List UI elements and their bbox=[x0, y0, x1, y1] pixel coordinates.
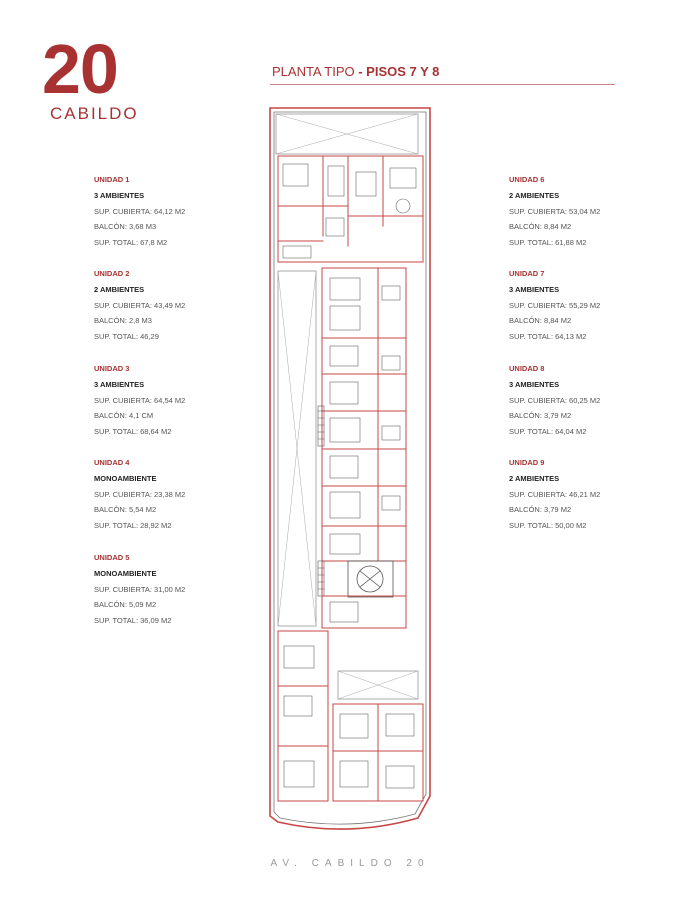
unit-total-area: SUP. TOTAL: 50,00 M2 bbox=[509, 521, 587, 531]
left-light-well-cross bbox=[278, 271, 316, 626]
unit-covered-area: SUP. CUBIERTA: 55,29 M2 bbox=[509, 300, 601, 310]
page-title bbox=[272, 64, 439, 79]
unit-card-6 bbox=[509, 172, 600, 251]
unit-total-area: SUP. TOTAL: 61,88 M2 bbox=[509, 238, 587, 248]
unit-total-area: SUP. TOTAL: 64,13 M2 bbox=[509, 332, 587, 342]
unit-name: UNIDAD 9 bbox=[509, 458, 545, 467]
unit-card-3 bbox=[94, 361, 185, 440]
unit-name: UNIDAD 8 bbox=[509, 364, 545, 373]
unit-balcony-area: BALCÓN: 4,1 CM bbox=[94, 411, 154, 421]
unit-5-plan bbox=[322, 596, 406, 628]
unit-total-area: SUP. TOTAL: 67,8 M2 bbox=[94, 238, 168, 248]
plan-inner-wall bbox=[274, 112, 426, 824]
unit-balcony-area: BALCÓN: 5,09 M2 bbox=[94, 600, 157, 610]
unit-covered-area: SUP. CUBIERTA: 46,21 M2 bbox=[509, 489, 601, 499]
unit-covered-area: SUP. CUBIERTA: 31,00 M2 bbox=[94, 584, 186, 594]
unit-name: UNIDAD 4 bbox=[94, 458, 130, 467]
unit-type: MONOAMBIENTE bbox=[94, 568, 157, 578]
unit-type: 3 AMBIENTES bbox=[94, 379, 145, 389]
unit-covered-area: SUP. CUBIERTA: 60,25 M2 bbox=[509, 395, 601, 405]
title-divider bbox=[270, 84, 615, 85]
unit-covered-area: SUP. CUBIERTA: 23,38 M2 bbox=[94, 489, 186, 499]
unit-type: 2 AMBIENTES bbox=[509, 473, 560, 483]
unit-name: UNIDAD 1 bbox=[94, 175, 130, 184]
unit-balcony-area: BALCÓN: 3,79 M2 bbox=[509, 505, 572, 515]
unit-type: 2 AMBIENTES bbox=[509, 190, 560, 200]
logo-number: 20 bbox=[42, 30, 118, 108]
unit-balcony-area: BALCÓN: 3,79 M2 bbox=[509, 411, 572, 421]
unit-total-area: SUP. TOTAL: 28,92 M2 bbox=[94, 521, 172, 531]
unit-type: 3 AMBIENTES bbox=[509, 379, 560, 389]
unit-card-4 bbox=[94, 455, 185, 534]
unit-card-5 bbox=[94, 550, 185, 629]
unit-5-furniture bbox=[330, 602, 358, 622]
unit-balcony-area: BALCÓN: 8,84 M2 bbox=[509, 222, 572, 232]
unit-balcony-area: BALCÓN: 8,84 M2 bbox=[509, 316, 572, 326]
unit-1-furniture bbox=[283, 164, 416, 258]
unit-name: UNIDAD 5 bbox=[94, 553, 130, 562]
unit-covered-area: SUP. CUBIERTA: 43,49 M2 bbox=[94, 300, 186, 310]
unit-name: UNIDAD 7 bbox=[509, 269, 545, 278]
unit-balcony-area: BALCÓN: 5,54 M2 bbox=[94, 505, 157, 515]
unit-name: UNIDAD 3 bbox=[94, 364, 130, 373]
unit-balcony-area: BALCÓN: 2,8 M3 bbox=[94, 316, 152, 326]
top-light-well-cross bbox=[276, 114, 418, 154]
balconies bbox=[318, 406, 324, 596]
unit-covered-area: SUP. CUBIERTA: 64,12 M2 bbox=[94, 206, 186, 216]
title-prefix: PLANTA TIPO bbox=[272, 64, 355, 79]
front-light-well-cross bbox=[338, 671, 418, 699]
unit-type: 3 AMBIENTES bbox=[509, 284, 560, 294]
unit-total-area: SUP. TOTAL: 68,64 M2 bbox=[94, 427, 172, 437]
footer-address: AV. CABILDO 20 bbox=[270, 858, 430, 869]
title-separator: - bbox=[354, 64, 367, 79]
unit-total-area: SUP. TOTAL: 46,29 bbox=[94, 332, 159, 342]
unit-total-area: SUP. TOTAL: 36,09 M2 bbox=[94, 616, 172, 626]
unit-name: UNIDAD 6 bbox=[509, 175, 545, 184]
front-units-furniture bbox=[284, 646, 414, 788]
unit-type: MONOAMBIENTE bbox=[94, 473, 157, 483]
stair-core bbox=[348, 561, 393, 597]
unit-covered-area: SUP. CUBIERTA: 64,54 M2 bbox=[94, 395, 186, 405]
logo-word: CABILDO bbox=[50, 104, 139, 123]
unit-card-9 bbox=[509, 455, 600, 534]
unit-card-7 bbox=[509, 266, 600, 345]
middle-units-furniture bbox=[330, 278, 400, 554]
unit-card-1 bbox=[94, 172, 185, 251]
unit-balcony-area: BALCÓN: 3,68 M3 bbox=[94, 222, 157, 232]
unit-card-2 bbox=[94, 266, 185, 345]
floor-plan bbox=[268, 106, 432, 842]
unit-card-8 bbox=[509, 361, 600, 440]
unit-type: 2 AMBIENTES bbox=[94, 284, 145, 294]
unit-type: 3 AMBIENTES bbox=[94, 190, 145, 200]
unit-total-area: SUP. TOTAL: 64,04 M2 bbox=[509, 427, 587, 437]
title-floors: PISOS 7 Y 8 bbox=[366, 64, 440, 79]
unit-covered-area: SUP. CUBIERTA: 53,04 M2 bbox=[509, 206, 601, 216]
unit-name: UNIDAD 2 bbox=[94, 269, 130, 278]
